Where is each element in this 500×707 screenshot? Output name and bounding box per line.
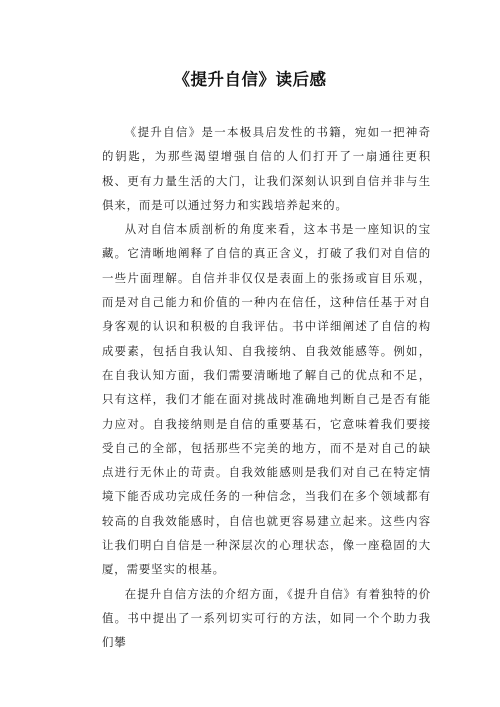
document-title: 《提升自信》读后感 — [173, 70, 327, 89]
document-body — [102, 120, 431, 655]
paragraph-essence: 从对自信本质剖析的角度来看，这本书是一座知识的宝藏。它清晰地阐释了自信的真正含义，打破了我们对自信的一些片面理解。自信并非仅仅是表面上的张扬或盲目乐观，而是对自己能力和价值的一种内在信任，这种信任基于对自身客观的认识和积极的自我评估。书中详细阐述了自信的构成要素，包括自我认知、自我接纳、自我效能感等。例如，在自我认知方面，我们需要清晰地了解自己的优点和不足，只有这样，我们才能在面对挑战时准确地判断自己是否有能力应对。自我接纳则是自信的重要基石，它意味着我们要接受自己的全部，包括那些不完美的地方，而不是对自己的缺点进行无休止的苛责。自我效能感则是我们对自己在特定情境下能否成功完成任务的一种信念，当我们在多个领域都有较高的自我效能感时，自信也就更容易建立起来。这些内容让我们明白自信是一种深层次的心理状态，像一座稳固的大厦，需要坚实的根基。 — [102, 222, 431, 577]
paragraph-methods: 在提升自信方法的介绍方面，《提升自信》有着独特的价值。书中提出了一系列切实可行的方法，如同一个个助力我们攀 — [102, 586, 431, 650]
paragraph-intro: 《提升自信》是一本极具启发性的书籍，宛如一把神奇的钥匙，为那些渴望增强自信的人们打开了一扇通往更积极、更有力量生活的大门，让我们深刻认识到自信并非与生俱来，而是可以通过努力和实践培养起来的。 — [102, 125, 431, 212]
